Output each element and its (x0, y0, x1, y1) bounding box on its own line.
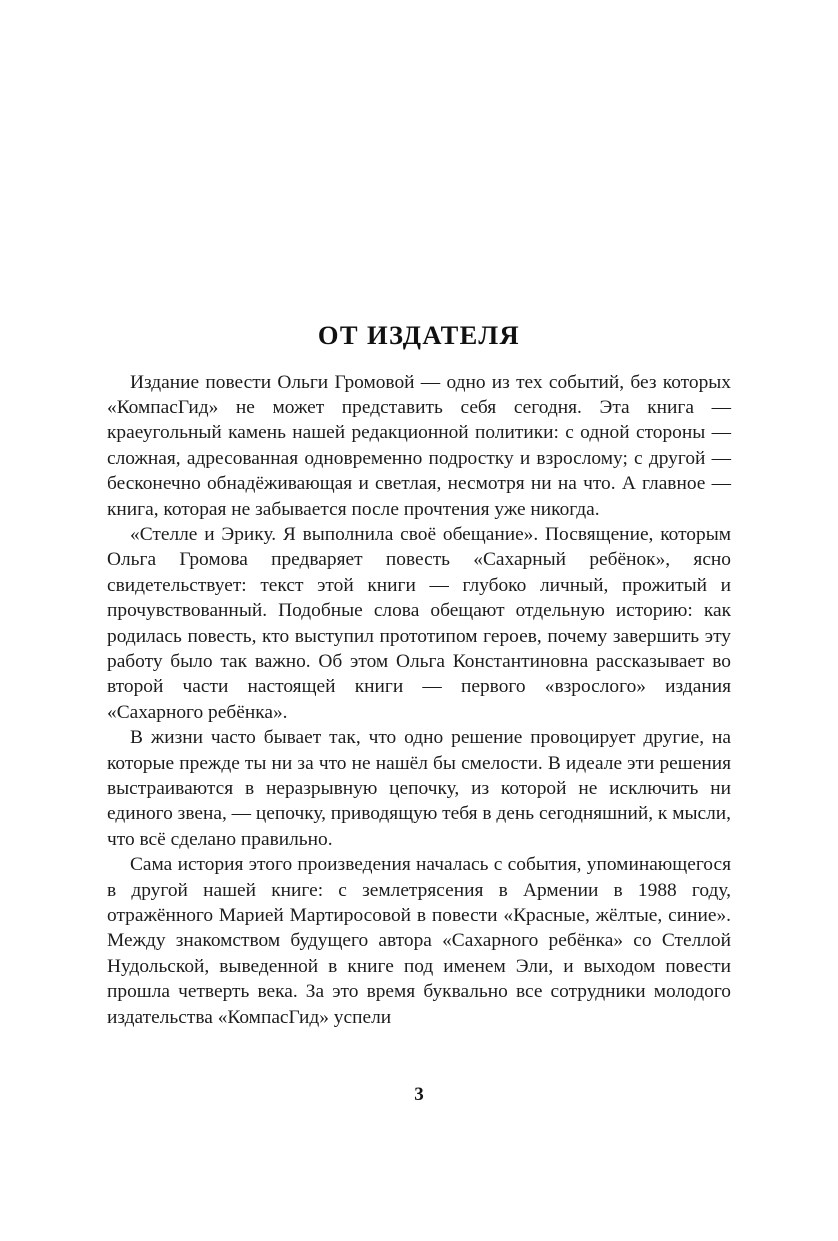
chapter-title: ОТ ИЗДАТЕЛЯ (317, 320, 521, 350)
paragraph-4: Сама история этого произведения началась с события, упоминающегося в другой нашей книге: с землетрясения в Армении в 1988 году, отражённого Марией Мартиросовой в повести «Красные, жёлтые, синие». Между знакомством будущего автора «Сахарного ребёнка» со Стеллой Нудольской, выведенной в книге под именем Эли, и выходом повести прошла четверть века. За это время буквально все сотрудники молодого издательства «КомпасГид» успели (107, 854, 731, 1028)
paragraph-1: Издание повести Ольги Громовой — одно из тех событий, без которых «КомпасГид» не может представить себя сегодня. Эта книга — краеугольный камень нашей редакционной политики: с одной стороны — сложная, адресованная одновременно подростку и взрослому; с другой — бесконечно обнадёживающая и светлая, несмотря ни на что. А главное — книга, которая не забывается после прочтения уже никогда. (107, 371, 731, 520)
page-number: 3 (414, 1084, 424, 1105)
paragraph-2: «Стелле и Эрику. Я выполнила своё обещание». Посвящение, которым Ольга Громова предваряет повесть «Сахарный ребёнок», ясно свидетельствует: текст этой книги — глубоко личный, прожитый и прочувствованный. Подобные слова обещают отдельную историю: как родилась повесть, кто выступил прототипом героев, почему завершить эту работу было так важно. Об этом Ольга Константиновна рассказывает во второй части настоящей книги — первого «взрослого» издания «Сахарного ребёнка». (107, 523, 731, 723)
page-content (107, 322, 731, 1030)
paragraph-3: В жизни часто бывает так, что одно решение провоцирует другие, на которые прежде ты ни за что не нашёл бы смелости. В идеале эти решения выстраиваются в неразрывную цепочку, из которой не исключить ни единого звена, — цепочку, приводящую тебя в день сегодняшний, к мысли, что всё сделано правильно. (107, 727, 731, 850)
